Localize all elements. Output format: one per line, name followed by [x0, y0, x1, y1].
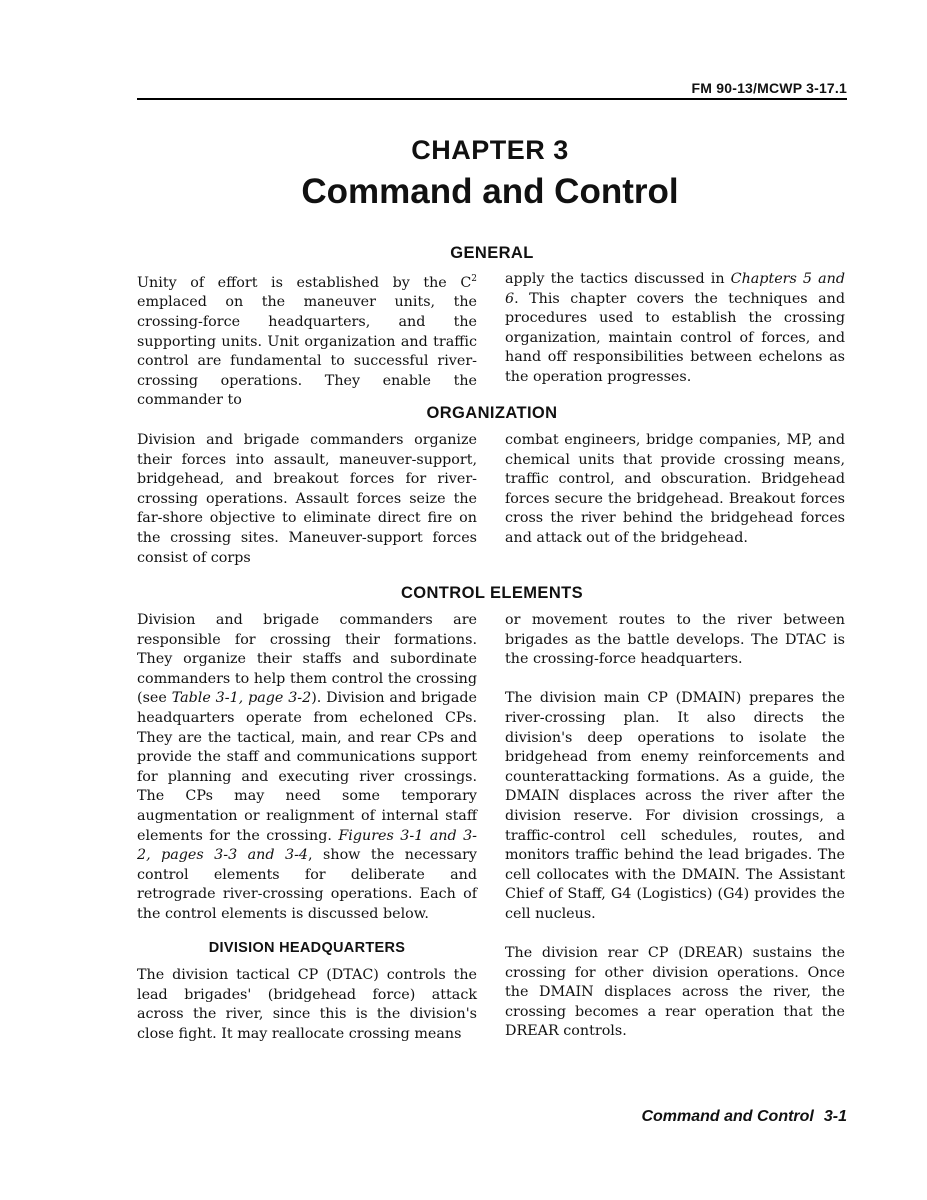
- control-right-paragraph-3: The division rear CP (DREAR) sustains the crossing for other division operations. Once the DMAIN displaces across the river, the crossing becomes a rear operation that the DREAR controls.: [505, 945, 845, 1040]
- control-left-column: [137, 611, 477, 1044]
- header-rule: [137, 98, 847, 100]
- general-right-column: [505, 270, 845, 388]
- section-heading-organization: ORGANIZATION: [426, 404, 558, 422]
- control-right-column: [505, 611, 845, 1042]
- organization-left-paragraph: Division and brigade commanders organize their forces into assault, maneuver-support, bridgehead, and breakout forces for river-crossing operations. Assault forces seize the far-shore objective to eliminate direct fire on the crossing sites. Maneuver-support forces consist of corps: [137, 432, 477, 566]
- control-left-paragraph-1: Division and brigade commanders are responsible for crossing their formations. They organize their staffs and subordinate commanders to help them control the crossing (see Table 3-1, page 3-2). Division and brigade headquarters operate from echeloned CPs. They are the tactical, main, and rear CPs and provide the staff and communications support for planning and executing river crossings. The CPs may need some temporary augmentation or realignment of internal staff elements for the crossing. Figures 3-1 and 3-2, pages 3-3 and 3-4, show the necessary control elements for deliberate and retrograde river-crossing operations. Each of the control elements is discussed below.: [137, 612, 478, 922]
- running-header: FM 90-13/MCWP 3-17.1: [691, 80, 847, 96]
- chapter-title: Command and Control: [301, 172, 679, 211]
- page-number: 3-1: [823, 1108, 847, 1125]
- general-left-paragraph: Unity of effort is established by the $C^2$ emplaced on the maneuver units, the crossing-force headquarters, and the supporting units. Unit organization and traffic control are fundamental to successful river-crossing operations. They enable the commander to: [137, 274, 477, 409]
- organization-right-column: [505, 431, 845, 549]
- control-left-paragraph-2: The division tactical CP (DTAC) controls the lead brigades' (bridgehead force) attack across the river, since this is the division's close fight. It may reallocate crossing means: [137, 967, 477, 1042]
- running-footer: [641, 1108, 847, 1126]
- control-right-paragraph-2: The division main CP (DMAIN) prepares the river-crossing plan. It also directs the division's deep operations to isolate the bridgehead from enemy reinforcements and counterattacking formations. As a guide, the DMAIN displaces across the river after the division reserve. For division crossings, a traffic-control cell schedules, routes, and monitors traffic behind the lead brigades. The cell collocates with the DMAIN. The Assistant Chief of Staff, G4 (Logistics) (G4) provides the cell nucleus.: [505, 690, 845, 922]
- organization-left-column: [137, 431, 477, 568]
- control-right-paragraph-1: or movement routes to the river between brigades as the battle develops. The DTAC is the crossing-force headquarters.: [505, 612, 845, 668]
- section-heading-control-elements: CONTROL ELEMENTS: [400, 584, 584, 602]
- general-left-column: [137, 270, 477, 411]
- paragraph-gap: [505, 925, 845, 945]
- footer-title: Command and Control: [641, 1108, 814, 1125]
- paragraph-gap: [505, 670, 845, 690]
- organization-right-paragraph: combat engineers, bridge companies, MP, and chemical units that provide crossing means, traffic control, and obscuration. Bridgehead forces secure the bridgehead. Breakout forces cross the river behind the bridgehead forces and attack out of the bridgehead.: [505, 432, 845, 546]
- subheading-division-headquarters: DIVISION HEADQUARTERS: [208, 939, 406, 956]
- section-heading-general: GENERAL: [450, 244, 534, 262]
- chapter-label: CHAPTER 3: [411, 135, 569, 165]
- general-right-paragraph: apply the tactics discussed in Chapters 5 and 6. This chapter covers the techniques and procedures used to establish the crossing organization, maintain control of forces, and hand off responsibilities between echelons as the operation progresses.: [505, 271, 845, 385]
